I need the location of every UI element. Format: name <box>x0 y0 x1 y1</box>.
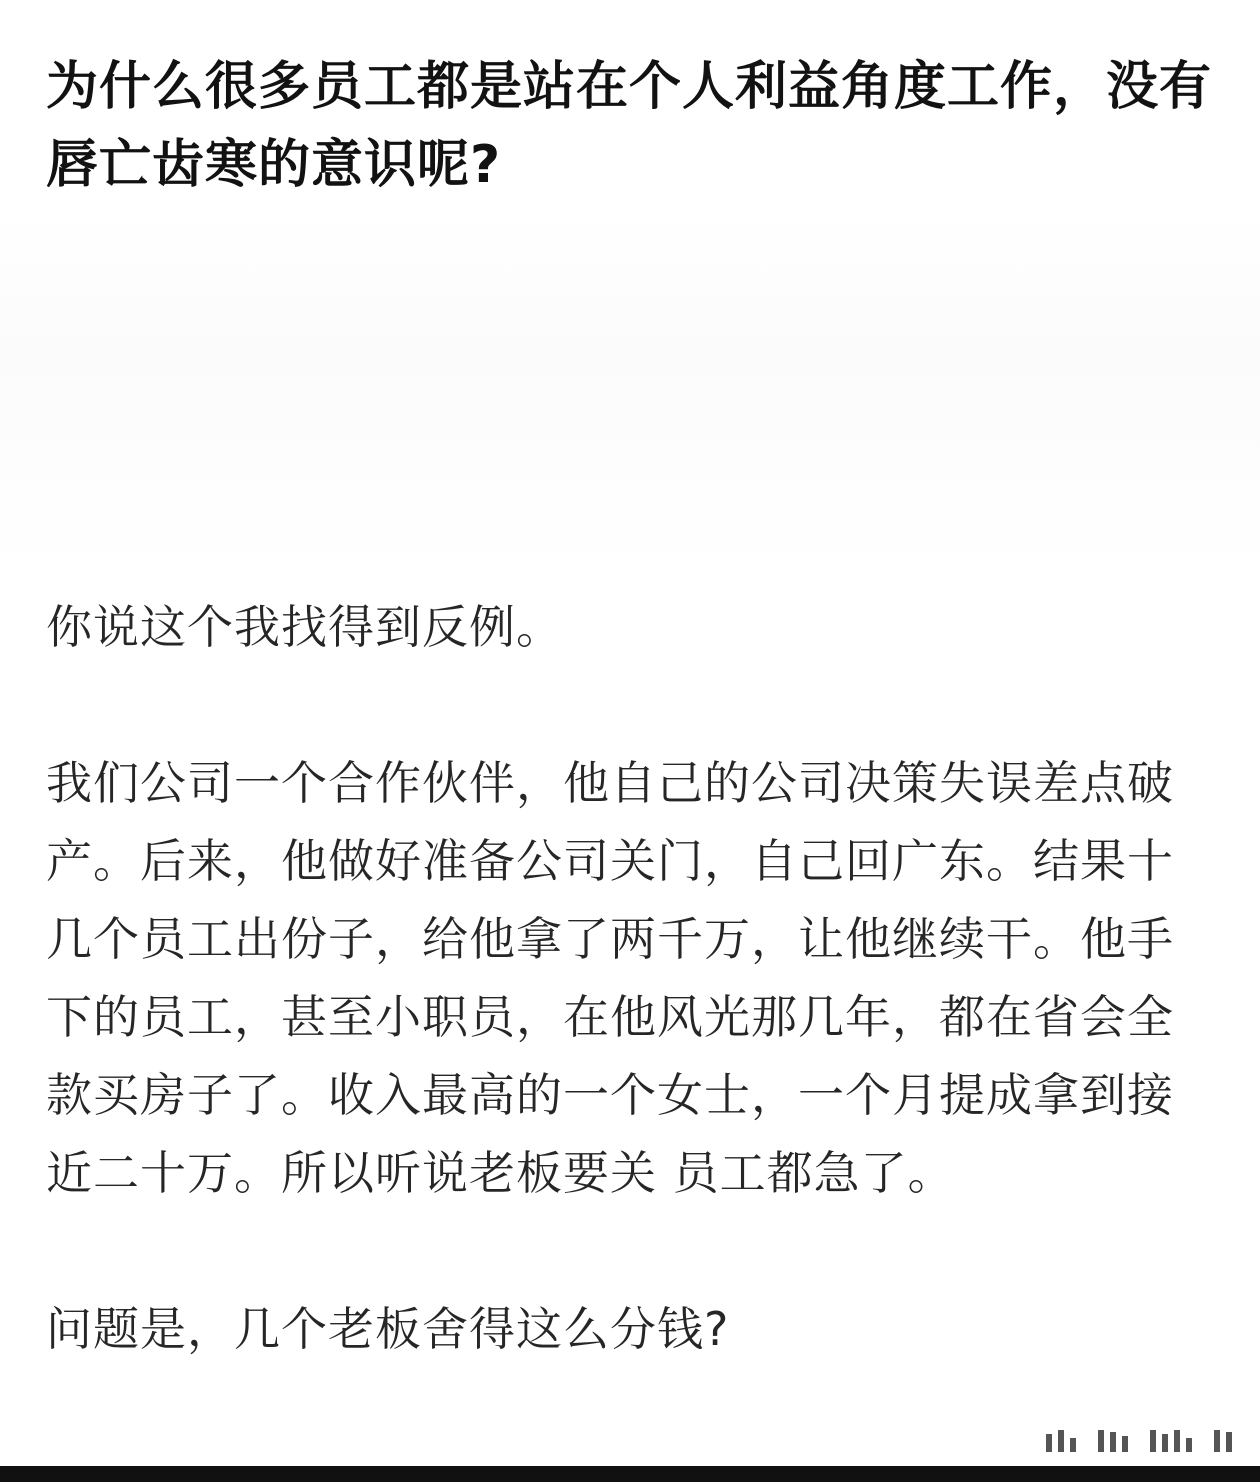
answer-paragraph-2: 我们公司一个合作伙伴，他自己的公司决策失误差点破产。后来，他做好准备公司关门，自己回广东。结果十几个员工出份子，给他拿了两千万，让他继续干。他手下的员工，甚至小职员，在他风光那几年，都在省会全款买房子了。收入最高的一个女士，一个月提成拿到接近二十万。所以听说老板要关 员工都急了。 <box>46 756 1174 1200</box>
answer-body <box>46 588 1216 1368</box>
answer-paragraph-1: 你说这个我找得到反例。 <box>46 600 563 654</box>
question-title[interactable]: 为什么很多员工都是站在个人利益角度工作，没有唇亡齿寒的意识呢? <box>46 57 1213 195</box>
watermark-barcode-icon <box>1046 1428 1232 1452</box>
blank-image-area <box>0 210 1260 570</box>
answer-paragraph-3: 问题是，几个老板舍得这么分钱? <box>46 1302 730 1356</box>
bottom-edge-bar <box>0 1466 1260 1482</box>
